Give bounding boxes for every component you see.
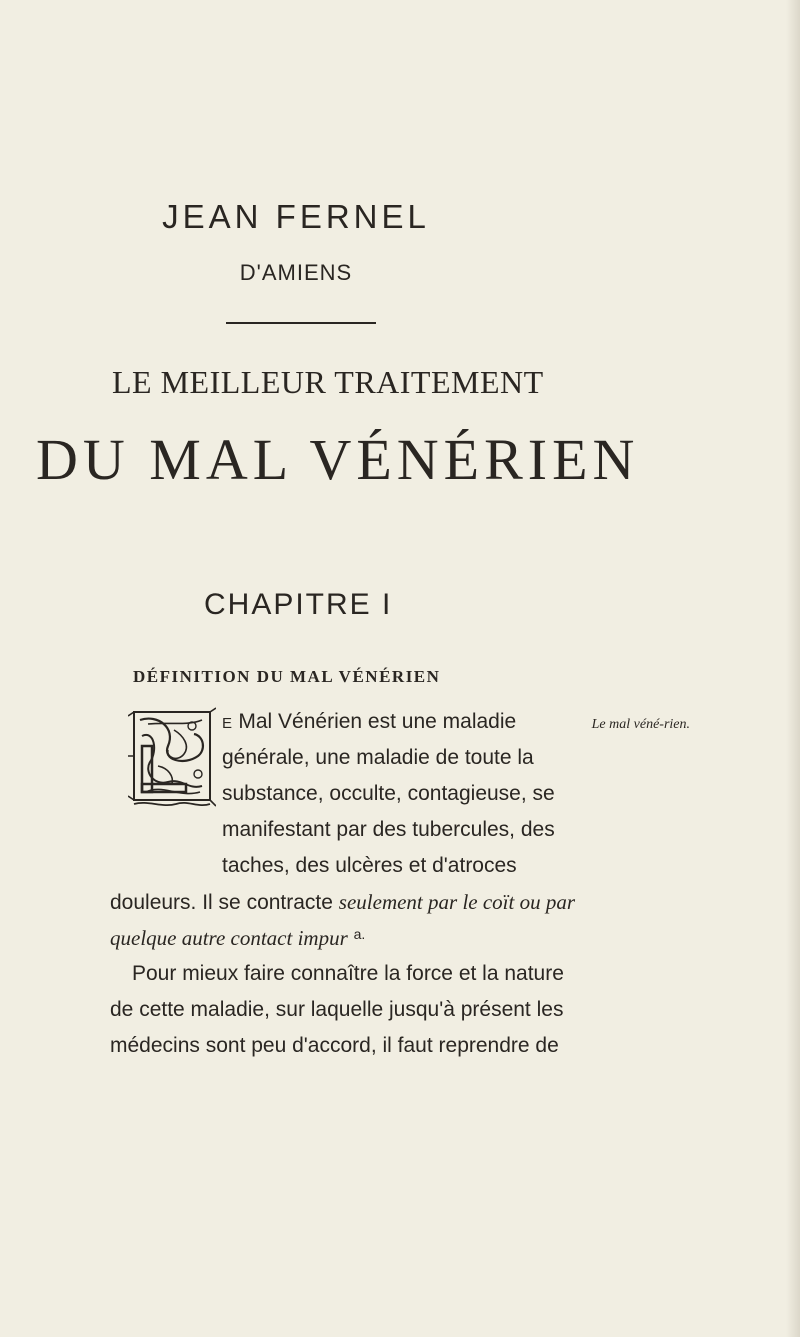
margin-note: Le mal véné-rien. bbox=[591, 717, 690, 732]
divider-rule bbox=[226, 322, 376, 324]
book-title: DU MAL VÉNÉRIEN bbox=[36, 427, 640, 492]
book-subtitle: LE MEILLEUR TRAITEMENT bbox=[112, 364, 544, 400]
page-edge-shadow bbox=[786, 0, 800, 1337]
paragraph2-line2: de cette maladie, sur laquelle jusqu'à présent les bbox=[110, 998, 564, 1021]
paragraph1-line7 bbox=[110, 926, 365, 951]
paragraph1-line6 bbox=[110, 890, 575, 915]
paragraph1-line1 bbox=[222, 710, 516, 734]
chapter-heading: DÉFINITION DU MAL VÉNÉRIEN bbox=[133, 667, 441, 686]
ornamental-dropcap-l bbox=[128, 706, 216, 814]
paragraph1-line7-italic: quelque autre contact impur bbox=[110, 926, 348, 950]
author-origin: D'AMIENS bbox=[239, 260, 353, 285]
paragraph1-line6-plain: douleurs. Il se contracte bbox=[110, 891, 333, 914]
paragraph1-line1-text: Mal Vénérien est une maladie bbox=[238, 710, 517, 733]
paragraph1-line2: générale, une maladie de toute la bbox=[222, 746, 534, 769]
chapter-number: CHAPITRE I bbox=[204, 588, 393, 621]
footnote-marker[interactable]: a. bbox=[353, 926, 366, 942]
paragraph1-line5: taches, des ulcères et d'atroces bbox=[222, 854, 517, 877]
paragraph2-line1: Pour mieux faire connaître la force et la nature bbox=[132, 962, 564, 985]
paragraph1-line3: substance, occulte, contagieuse, se bbox=[222, 782, 555, 805]
paragraph1-initial: E bbox=[222, 715, 233, 732]
paragraph1-line6-italic: seulement par le coït ou par bbox=[338, 890, 576, 914]
paragraph2-line3: médecins sont peu d'accord, il faut reprendre de bbox=[110, 1034, 559, 1057]
author-name: JEAN FERNEL bbox=[162, 198, 430, 235]
paragraph1-line4: manifestant par des tubercules, des bbox=[222, 818, 555, 841]
